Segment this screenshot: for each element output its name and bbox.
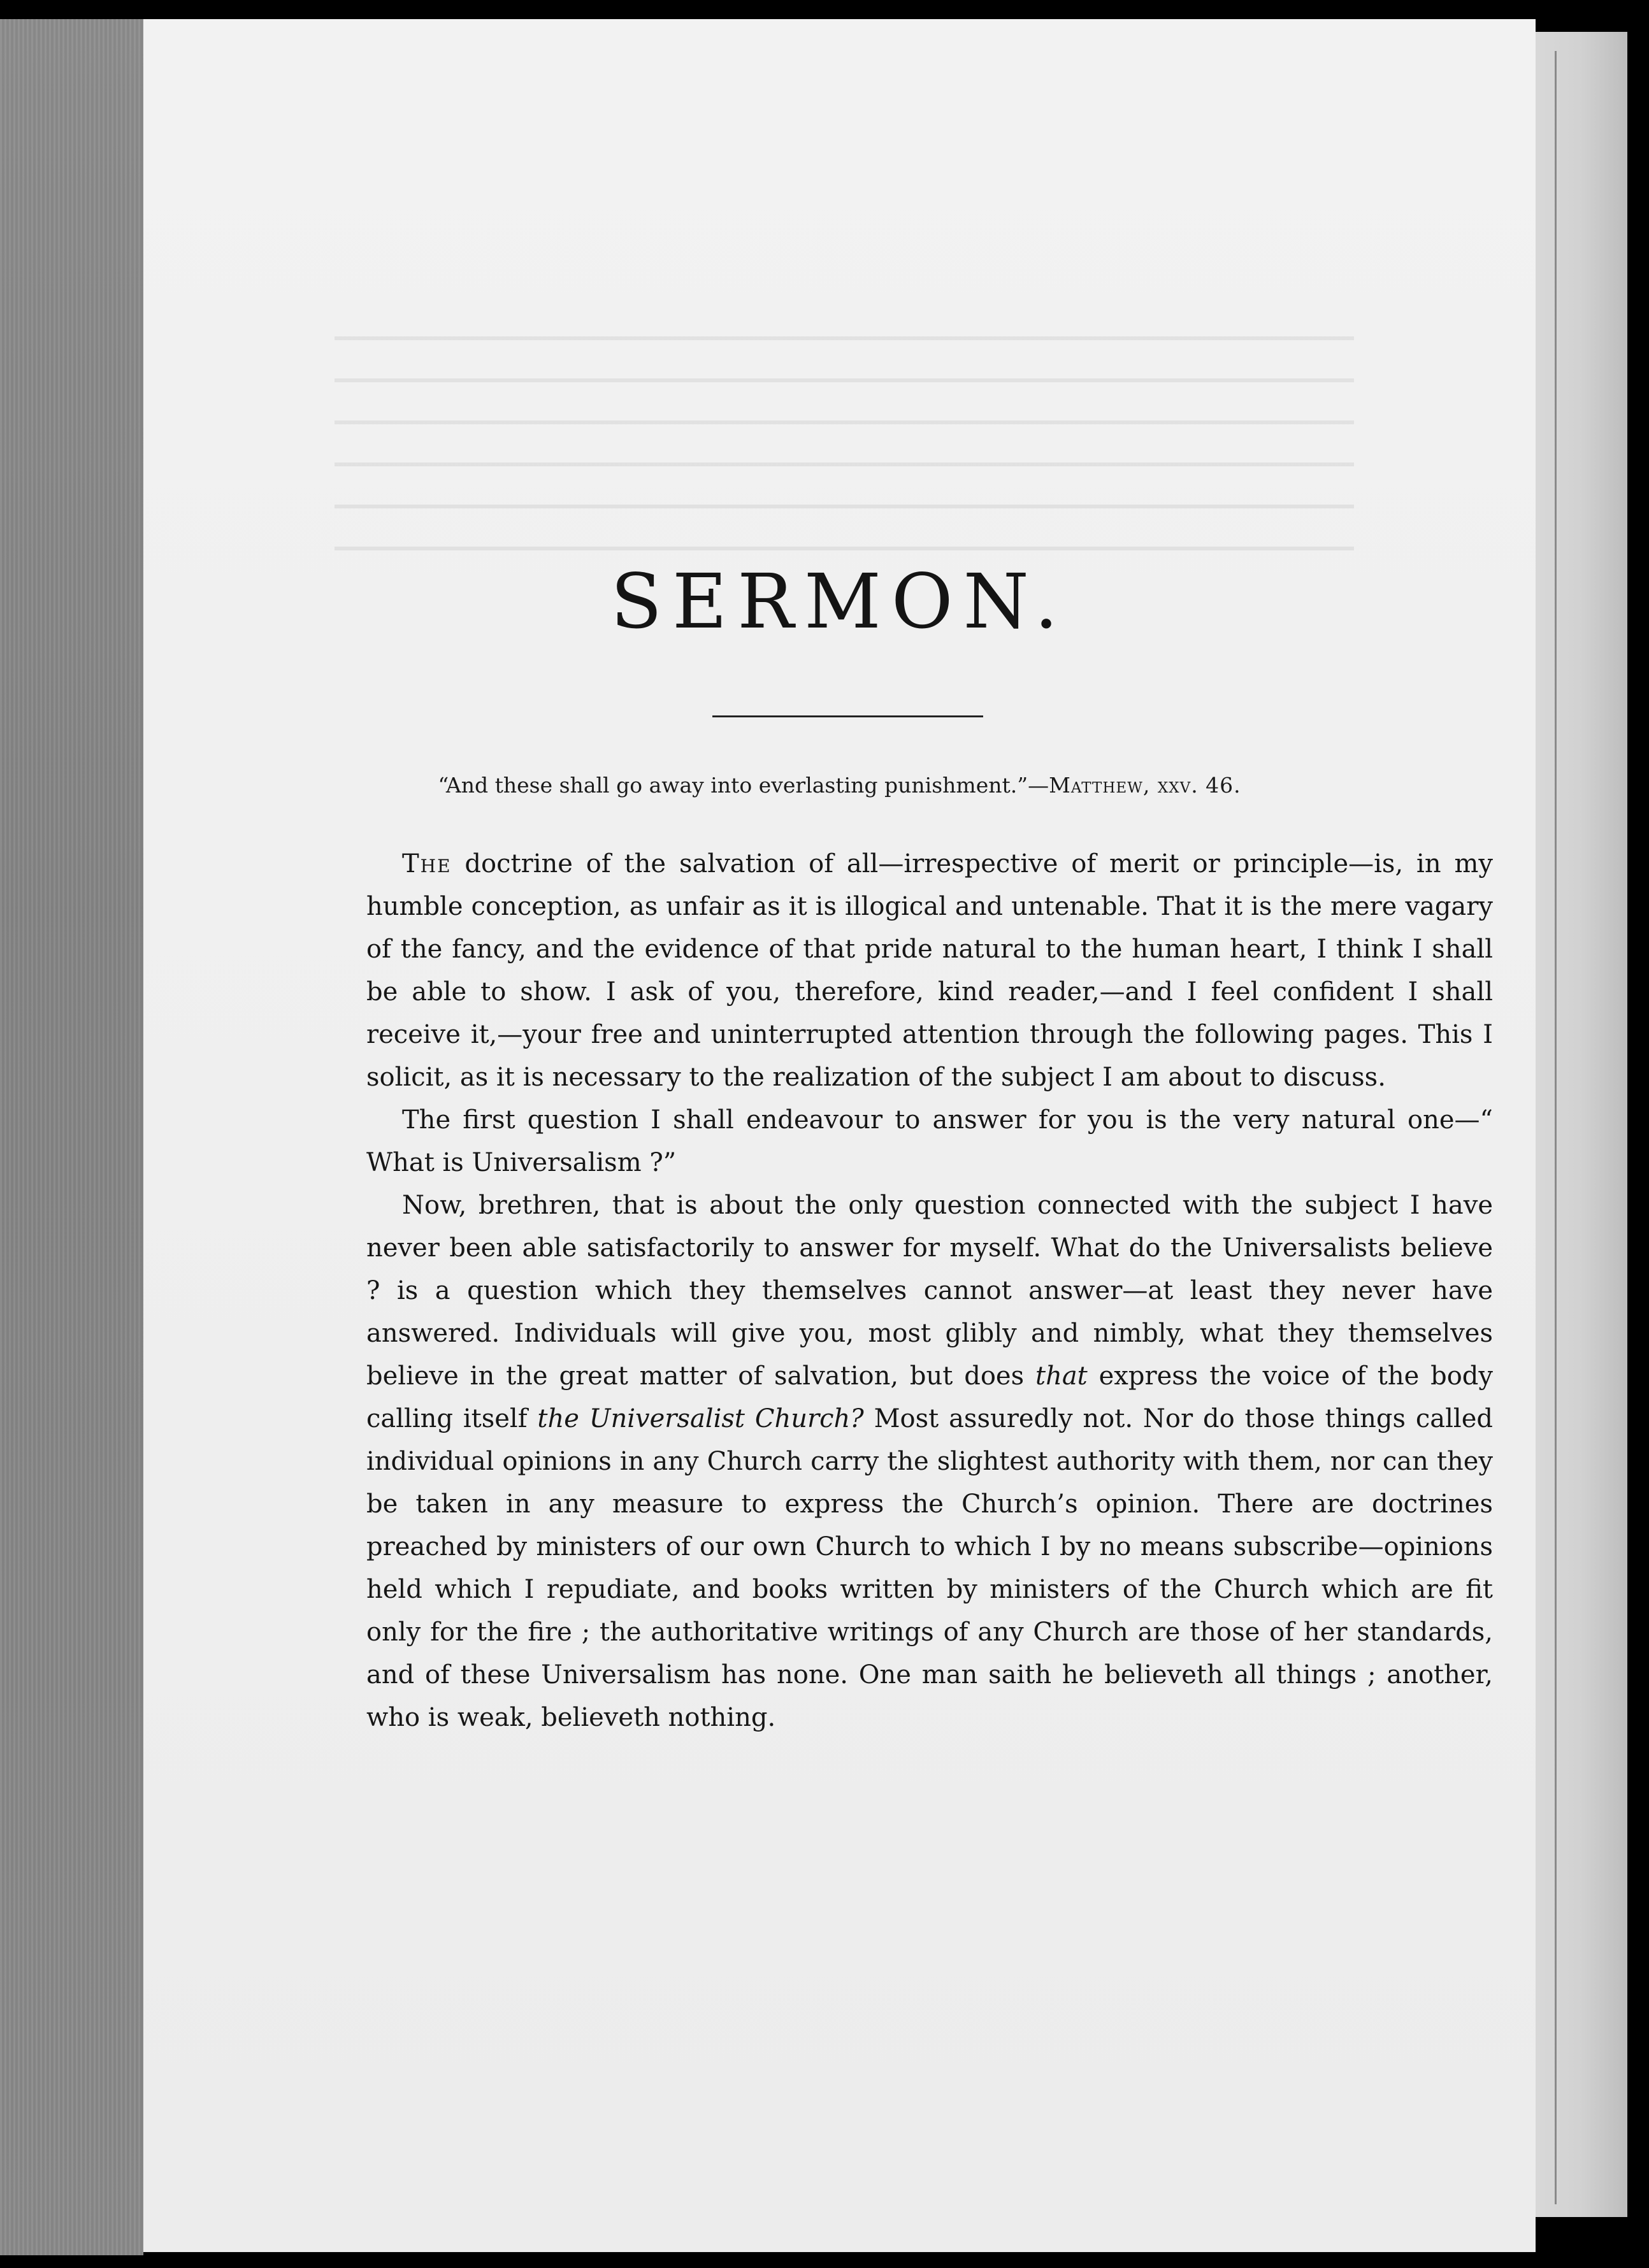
book-cover-strip — [0, 19, 143, 2255]
page-fold-line — [1555, 51, 1595, 2204]
paragraph-3 — [366, 1184, 1493, 1739]
paragraph-text: Most assuredly not. Nor do those things called individual opinions in any Church carry the slightest authority with them, nor can they be taken in any measure to express the Church’s opinion. There are doctrines preached by ministers of our own Church to which I by no means subscribe—opinions held which I repudiate, and books written by ministers of the Church which are fit only for the fire ; the authoritative writings of any Church are those of her standards, and of these Universalism has none. One man saith he believeth all things ; another, who is weak, believeth nothing. — [366, 1404, 1494, 1732]
emphasis-text: the Universalist Church? — [537, 1404, 864, 1433]
page-heading: SERMON. — [610, 557, 1069, 645]
paragraph-text: The first question I shall endeavour to answer for you is the very natural one—“ What is Universalism ?” — [366, 1105, 1493, 1177]
paragraph-2 — [366, 1099, 1493, 1184]
paragraph-text: express the voice of the body calling itself — [366, 1361, 1494, 1433]
scripture-epigraph — [143, 772, 1536, 800]
bleed-through-text — [335, 306, 1354, 573]
paragraph-text: doctrine of the salvation of all—irrespective of merit or principle—is, in my humble conception, as unfair as it is illogical and untenable. That it is the mere vagary of the fancy, and the evidence of that pride natural to the human heart, I think I shall be able to show. I ask of you, therefore, kind reader,—and I feel confident I shall receive it,—your free and uninterrupted attention through the following pages. This I solicit, as it is necessary to the realization of the subject I am about to discuss. — [366, 849, 1493, 1092]
document-page — [143, 19, 1536, 2252]
sermon-body — [366, 843, 1493, 1739]
epigraph-reference: Matthew, xxv. 46. — [1049, 773, 1241, 798]
paragraph-1 — [366, 843, 1493, 1099]
epigraph-quote: “And these shall go away into everlasting punishment.”— — [438, 773, 1049, 798]
paragraph-text: Now, brethren, that is about the only question connected with the subject I have never been able satisfactorily to answer for myself. What do the Universalists believe ? is a question which they themselves cannot answer—at least they never have answered. Individuals will give you, most glibly and nimbly, what they themselves believe in the great matter of salvation, but does — [366, 1191, 1493, 1391]
paragraph-lead-word: The — [402, 849, 452, 879]
heading-rule — [712, 715, 983, 717]
emphasis-text: that — [1035, 1361, 1088, 1391]
